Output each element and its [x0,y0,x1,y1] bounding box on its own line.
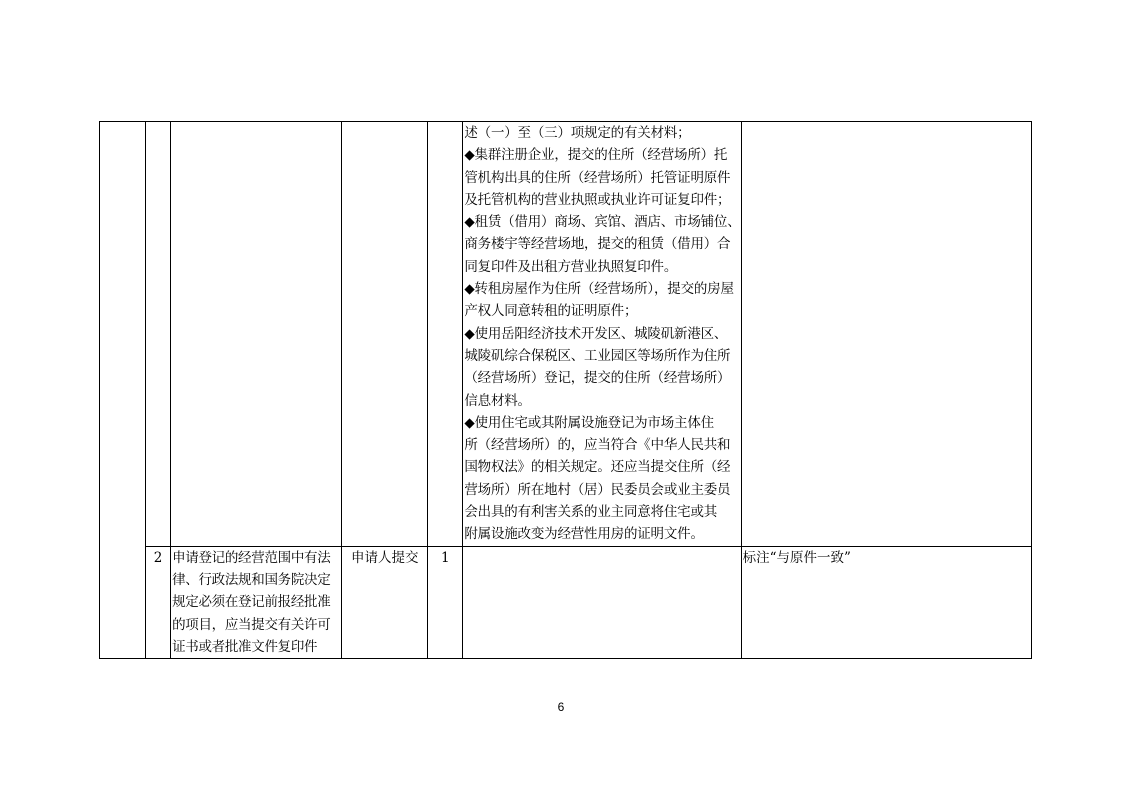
materials-line: 产权人同意转租的证明原件； [464,303,638,320]
materials-requirement-cell [463,122,741,547]
item-name-cell [171,546,342,658]
remark-cell [741,122,1031,547]
table-row-continuation [100,122,1032,547]
item-name-line: 规定必须在登记前报经批准 [172,594,331,611]
materials-line: ◆集群注册企业，提交的住所（经营场所）托 [464,147,728,164]
category-cell [100,122,146,659]
count-cell: 1 [428,546,463,658]
materials-line: ◆租赁（借用）商场、宾馆、酒店、市场铺位、 [464,214,741,231]
materials-line: 会出具的有利害关系的业主同意将住宅或其 [464,504,718,521]
seq-cell [146,122,171,547]
materials-line: 国物权法》的相关规定。还应当提交住所（经 [464,459,731,476]
materials-line: 述（一）至（三）项规定的有关材料； [464,125,691,141]
page-number: 6 [557,700,565,714]
materials-table [99,121,1032,659]
materials-line: 附属设施改变为经营性用房的证明文件。 [464,526,704,543]
materials-line: 管机构出具的住所（经营场所）托管证明原件 [464,169,731,186]
item-name-line: 的项目，应当提交有关许可 [172,616,331,633]
materials-line: 信息材料。 [464,392,531,409]
item-name-line: 证书或者批准文件复印件 [172,638,318,655]
count-cell [428,122,463,547]
materials-line: 城陵矶综合保税区、工业园区等场所作为住所 [464,347,731,364]
seq-cell: 2 [146,546,171,658]
source-cell [342,122,428,547]
item-name-line: 申请登记的经营范围中有法 [172,549,331,566]
materials-line: 商务楼宇等经营场地，提交的租赁（借用）合 [464,236,731,253]
item-name-cell [171,122,342,547]
materials-requirement-cell [463,546,741,658]
table-row-2 [100,546,1032,658]
materials-line: 同复印件及出租方营业执照复印件。 [464,258,678,275]
materials-line: 营场所）所在地村（居）民委员会或业主委员 [464,481,731,498]
item-name-line: 律、行政法规和国务院决定 [172,571,331,588]
materials-line: （经营场所）登记，提交的住所（经营场所） [464,370,731,387]
materials-line: ◆使用岳阳经济技术开发区、城陵矶新港区、 [464,325,728,342]
materials-line: ◆转租房屋作为住所（经营场所），提交的房屋 [464,281,734,298]
materials-line: 及托管机构的营业执照或执业许可证复印件； [464,191,731,208]
materials-line: ◆使用住宅或其附属设施登记为市场主体住 [464,414,714,431]
materials-line: 所（经营场所）的，应当符合《中华人民共和 [464,437,731,454]
source-cell: 申请人提交 [342,546,428,658]
remark-cell: 标注“与原件一致” [741,546,1031,658]
